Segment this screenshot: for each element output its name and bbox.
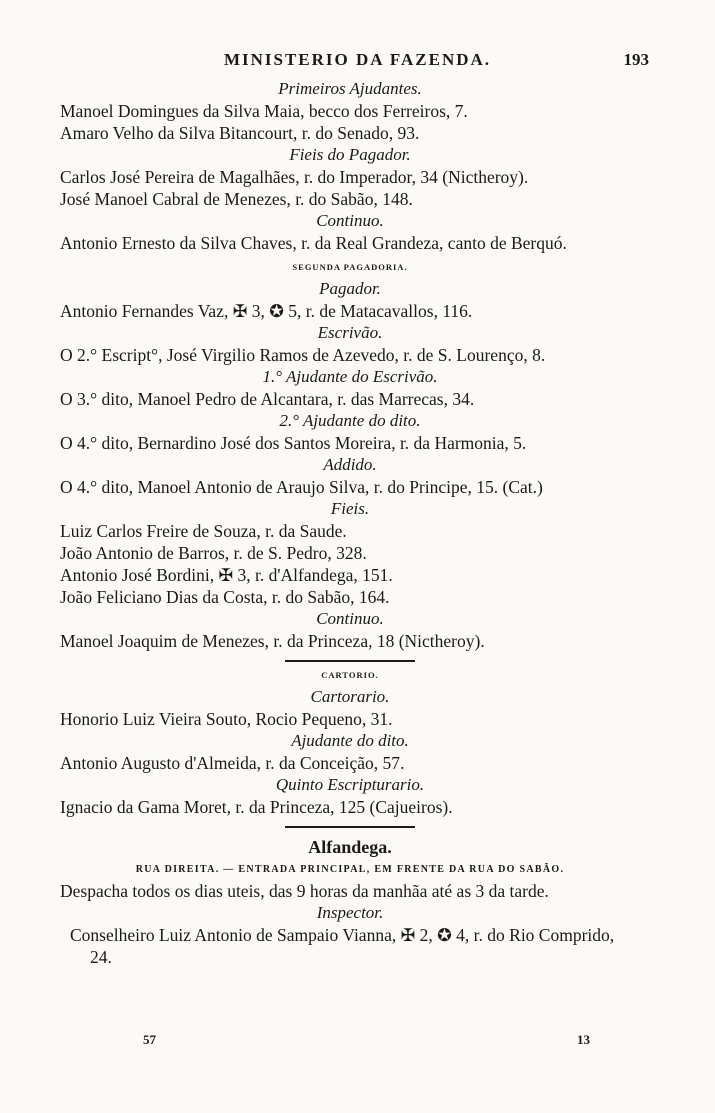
page-number: 193 xyxy=(623,50,649,69)
heading-addido: Addido. xyxy=(323,455,377,474)
heading-quinto-escripturario: Quinto Escripturario. xyxy=(275,775,425,794)
heading-inspector: Inspector. xyxy=(316,903,384,922)
entry-line: João Feliciano Dias da Costa, r. do Sabão, 164. xyxy=(60,587,390,607)
heading-escrivao: Escrivão. xyxy=(317,323,383,342)
entry-line: João Antonio de Barros, r. de S. Pedro, 328. xyxy=(60,543,367,563)
running-header xyxy=(0,50,715,74)
section-segunda-pagadoria: SEGUNDA PAGADORIA. xyxy=(292,262,408,272)
entry-line: Manoel Joaquim de Menezes, r. da Princeza, 18 (Nictheroy). xyxy=(60,631,485,651)
entry-line: Antonio Augusto d'Almeida, r. da Conceição, 57. xyxy=(60,753,405,773)
entry-line: Antonio Ernesto da Silva Chaves, r. da Real Grandeza, canto de Berquó. xyxy=(60,233,567,253)
heading-ajudante-dito: Ajudante do dito. xyxy=(291,731,409,750)
heading-ajudante-escrivao: 1.° Ajudante do Escrivão. xyxy=(262,367,438,386)
entry-line: Honorio Luiz Vieira Souto, Rocio Pequeno, 31. xyxy=(60,709,393,729)
heading-alfandega: Alfandega. xyxy=(308,837,392,857)
entry-line: Luiz Carlos Freire de Souza, r. da Saude. xyxy=(60,521,347,541)
entry-line: Ignacio da Gama Moret, r. da Princeza, 125 (Cajueiros). xyxy=(60,797,453,817)
entry-line: Conselheiro Luiz Antonio de Sampaio Vianna, ✠ 2, ✪ 4, r. do Rio Comprido, 24. xyxy=(70,925,615,967)
heading-continuo: Continuo. xyxy=(316,211,384,230)
entry-line: O 4.° dito, Manoel Antonio de Araujo Silva, r. do Principe, 15. (Cat.) xyxy=(60,477,543,497)
divider-rule xyxy=(285,826,415,828)
heading-fieis: Fieis. xyxy=(330,499,370,518)
entry-line: Antonio Fernandes Vaz, ✠ 3, ✪ 5, r. de Matacavallos, 116. xyxy=(60,301,473,321)
heading-fieis-do-pagador: Fieis do Pagador. xyxy=(289,145,411,164)
entry-line: Amaro Velho da Silva Bitancourt, r. do Senado, 93. xyxy=(60,123,420,143)
entry-line: Antonio José Bordini, ✠ 3, r. d'Alfandega, 151. xyxy=(60,565,393,585)
entry-line: José Manoel Cabral de Menezes, r. do Sabão, 148. xyxy=(60,189,413,209)
street-address: RUA DIREITA. — ENTRADA PRINCIPAL, EM FRENTE DA RUA DO SABÃO. xyxy=(135,864,565,875)
entry-line: O 4.° dito, Bernardino José dos Santos Moreira, r. da Harmonia, 5. xyxy=(60,433,527,453)
page-footer xyxy=(0,1032,715,1052)
entry-line: O 3.° dito, Manoel Pedro de Alcantara, r. das Marrecas, 34. xyxy=(60,389,475,409)
heading-continuo: Continuo. xyxy=(316,609,384,628)
heading-pagador: Pagador. xyxy=(319,279,381,298)
heading-cartorario: Cartorario. xyxy=(310,687,390,706)
page-content xyxy=(60,78,640,968)
entry-line: Carlos José Pereira de Magalhães, r. do Imperador, 34 (Nictheroy). xyxy=(60,167,529,187)
heading-primeiros-ajudantes: Primeiros Ajudantes. xyxy=(278,79,422,98)
section-cartorio: CARTORIO. xyxy=(321,670,379,680)
entry-line: Despacha todos os dias uteis, das 9 horas da manhãa até as 3 da tarde. xyxy=(60,881,549,901)
page-title: MINISTERIO DA FAZENDA. xyxy=(223,50,492,69)
heading-ajudante-dito: 2.° Ajudante do dito. xyxy=(279,411,421,430)
entry-line: O 2.° Escript°, José Virgilio Ramos de Azevedo, r. de S. Lourenço, 8. xyxy=(60,345,546,365)
signature-mark: 57 xyxy=(143,1032,156,1047)
entry-line: Manoel Domingues da Silva Maia, becco dos Ferreiros, 7. xyxy=(60,101,468,121)
sheet-number: 13 xyxy=(577,1032,590,1047)
divider-rule xyxy=(285,660,415,662)
